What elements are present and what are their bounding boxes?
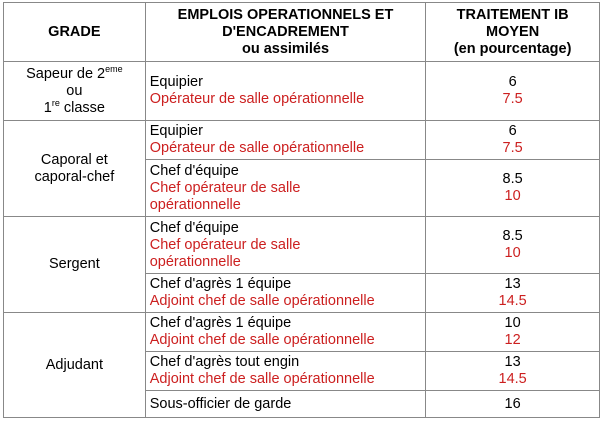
- grade-table: [3, 2, 600, 418]
- ib-cell: [426, 313, 600, 352]
- ib-red: 14.5: [498, 293, 527, 309]
- table-row: [4, 62, 600, 121]
- emploi-red: Adjoint chef de salle opérationnelle: [149, 332, 375, 348]
- ib-red: 7.5: [502, 140, 523, 156]
- ib-cell: [426, 274, 600, 313]
- emploi-black: Chef d'équipe: [149, 219, 239, 236]
- header-emplois-line1: EMPLOIS OPERATIONNELS ET: [177, 6, 394, 23]
- header-ib: [426, 3, 600, 62]
- emploi-red: Adjoint chef de salle opérationnelle: [149, 293, 375, 309]
- ib-black: 8.5: [502, 228, 523, 244]
- header-emplois-line3: ou assimilés: [241, 40, 330, 57]
- grade-cell-caporal: [4, 121, 146, 217]
- emploi-cell: [145, 217, 426, 274]
- grade-sapeur-line1: Sapeur de 2eme: [26, 63, 123, 82]
- ib-red: 7.5: [502, 91, 523, 107]
- table-row: [4, 313, 600, 352]
- emploi-cell: [145, 313, 426, 352]
- emploi-cell: [145, 160, 426, 217]
- ib-red: 10: [504, 245, 521, 261]
- ib-cell: [426, 121, 600, 160]
- grade-cell-sergent: [4, 217, 146, 313]
- grade-caporal-line2: caporal-chef: [34, 168, 115, 185]
- ib-black: 6: [508, 123, 517, 139]
- grade-sapeur-line2: ou: [66, 82, 83, 99]
- header-emplois-line2: D'ENCADREMENT: [222, 23, 349, 40]
- ib-black: 8.5: [502, 171, 523, 187]
- header-ib-line3: (en pourcentage): [453, 40, 572, 57]
- emploi-black: Equipier: [149, 123, 203, 139]
- ib-red: 14.5: [498, 371, 527, 387]
- ib-cell: [426, 391, 600, 418]
- ib-cell: [426, 160, 600, 217]
- table-row: [4, 121, 600, 160]
- emploi-black: Sous-officier de garde: [149, 395, 292, 412]
- ib-red: 10: [504, 188, 521, 204]
- header-row: [4, 3, 600, 62]
- ib-red: 12: [504, 332, 521, 348]
- header-grade: [4, 3, 146, 62]
- emploi-black: Chef d'agrès tout engin: [149, 354, 300, 370]
- emploi-cell: [145, 121, 426, 160]
- emploi-red: Opérateur de salle opérationnelle: [149, 140, 365, 156]
- grade-sergent: Sergent: [48, 256, 100, 272]
- ib-cell: [426, 352, 600, 391]
- grade-caporal-line1: Caporal et: [40, 151, 108, 168]
- header-ib-line1: TRAITEMENT IB: [456, 6, 569, 23]
- emploi-black: Chef d'agrès 1 équipe: [149, 315, 292, 331]
- emploi-red: Opérateur de salle opérationnelle: [149, 91, 365, 107]
- ib-black: 16: [504, 395, 521, 412]
- emploi-black: Chef d'équipe: [149, 162, 239, 179]
- grade-sapeur-line3: 1re classe: [43, 97, 105, 116]
- grade-cell-sapeur: [4, 62, 146, 121]
- header-grade-label: GRADE: [48, 23, 101, 40]
- emploi-cell: [145, 391, 426, 418]
- grade-adjudant: Adjudant: [45, 356, 103, 373]
- ib-black: 6: [508, 74, 517, 90]
- ib-black: 10: [504, 315, 521, 331]
- emploi-black: Equipier: [149, 74, 203, 90]
- emploi-cell: [145, 274, 426, 313]
- emploi-black: Chef d'agrès 1 équipe: [149, 276, 292, 292]
- ib-cell: [426, 217, 600, 274]
- emploi-red: Adjoint chef de salle opérationnelle: [149, 371, 375, 387]
- emploi-red-1: Chef opérateur de salle: [149, 179, 301, 196]
- header-emplois: [145, 3, 426, 62]
- emploi-red-2: opérationnelle: [149, 253, 241, 270]
- ib-black: 13: [504, 276, 521, 292]
- emploi-cell: [145, 352, 426, 391]
- table-row: [4, 217, 600, 274]
- ib-black: 13: [504, 354, 521, 370]
- emploi-red-1: Chef opérateur de salle: [149, 236, 301, 253]
- emploi-red-2: opérationnelle: [149, 196, 241, 213]
- ib-cell: [426, 62, 600, 121]
- header-ib-line2: MOYEN: [486, 23, 540, 40]
- grade-cell-adjudant: [4, 313, 146, 418]
- emploi-cell: [145, 62, 426, 121]
